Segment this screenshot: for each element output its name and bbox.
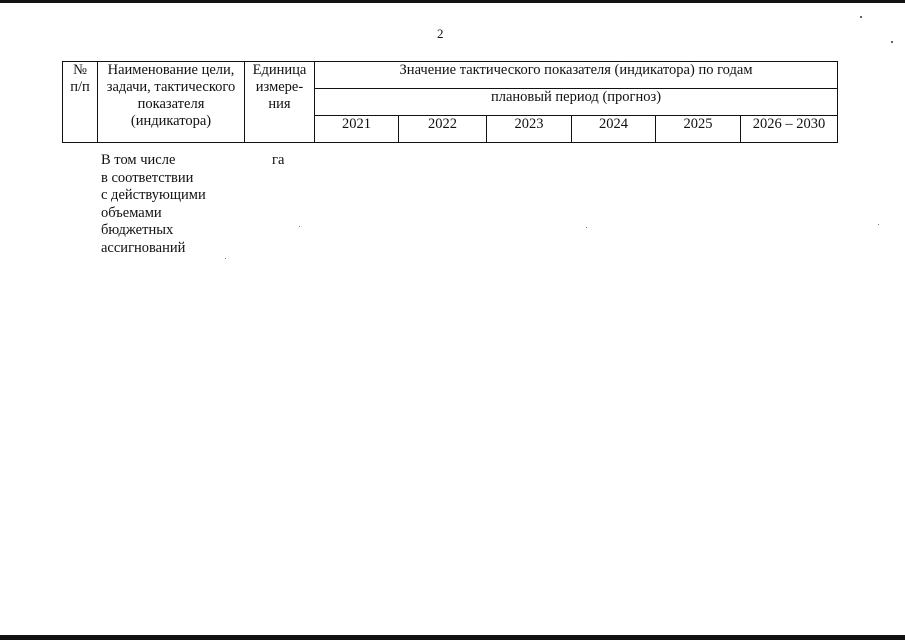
header-name-line: (индикатора) xyxy=(130,113,212,129)
scan-edge-top xyxy=(0,0,905,3)
header-year: 2022 xyxy=(399,116,487,143)
page-number: 2 xyxy=(437,26,444,41)
header-number-line: п/п xyxy=(70,79,90,95)
row-label-line: В том числе xyxy=(101,152,176,168)
row-unit: га xyxy=(272,152,285,168)
scan-speck xyxy=(586,227,587,228)
header-number-line: № xyxy=(73,62,87,78)
header-year: 2023 xyxy=(487,116,572,143)
row-label xyxy=(101,152,241,257)
header-name xyxy=(98,62,245,143)
header-year: 2025 xyxy=(656,116,741,143)
row-label-line: с действующими xyxy=(101,187,206,203)
header-unit-line: измере- xyxy=(255,79,304,95)
header-unit-line: ния xyxy=(268,96,291,112)
scan-speck xyxy=(878,224,879,225)
header-name-line: задачи, тактического xyxy=(106,79,236,95)
header-year: 2024 xyxy=(572,116,656,143)
header-unit xyxy=(245,62,315,143)
scan-speck xyxy=(860,16,862,18)
header-planned-period: плановый период (прогноз) xyxy=(315,89,838,116)
header-indicator-values: Значение тактического показателя (индикатора) по годам xyxy=(315,62,838,89)
row-label-line: объемами xyxy=(101,204,162,221)
scan-speck xyxy=(225,258,226,259)
scan-edge-bottom xyxy=(0,635,905,640)
header-unit-line: Единица xyxy=(252,62,307,78)
header-year: 2021 xyxy=(315,116,399,143)
indicator-table xyxy=(62,61,838,143)
scan-speck xyxy=(891,41,893,43)
header-number xyxy=(63,62,98,143)
header-name-line: Наименование цели, xyxy=(107,62,235,78)
header-name-line: показателя xyxy=(137,96,205,112)
row-label-line: ассигнований xyxy=(101,239,186,256)
scan-speck xyxy=(299,226,300,227)
row-label-line: в соответствии xyxy=(101,169,194,186)
row-label-line: бюджетных xyxy=(101,222,174,238)
header-year: 2026 – 2030 xyxy=(741,116,838,143)
